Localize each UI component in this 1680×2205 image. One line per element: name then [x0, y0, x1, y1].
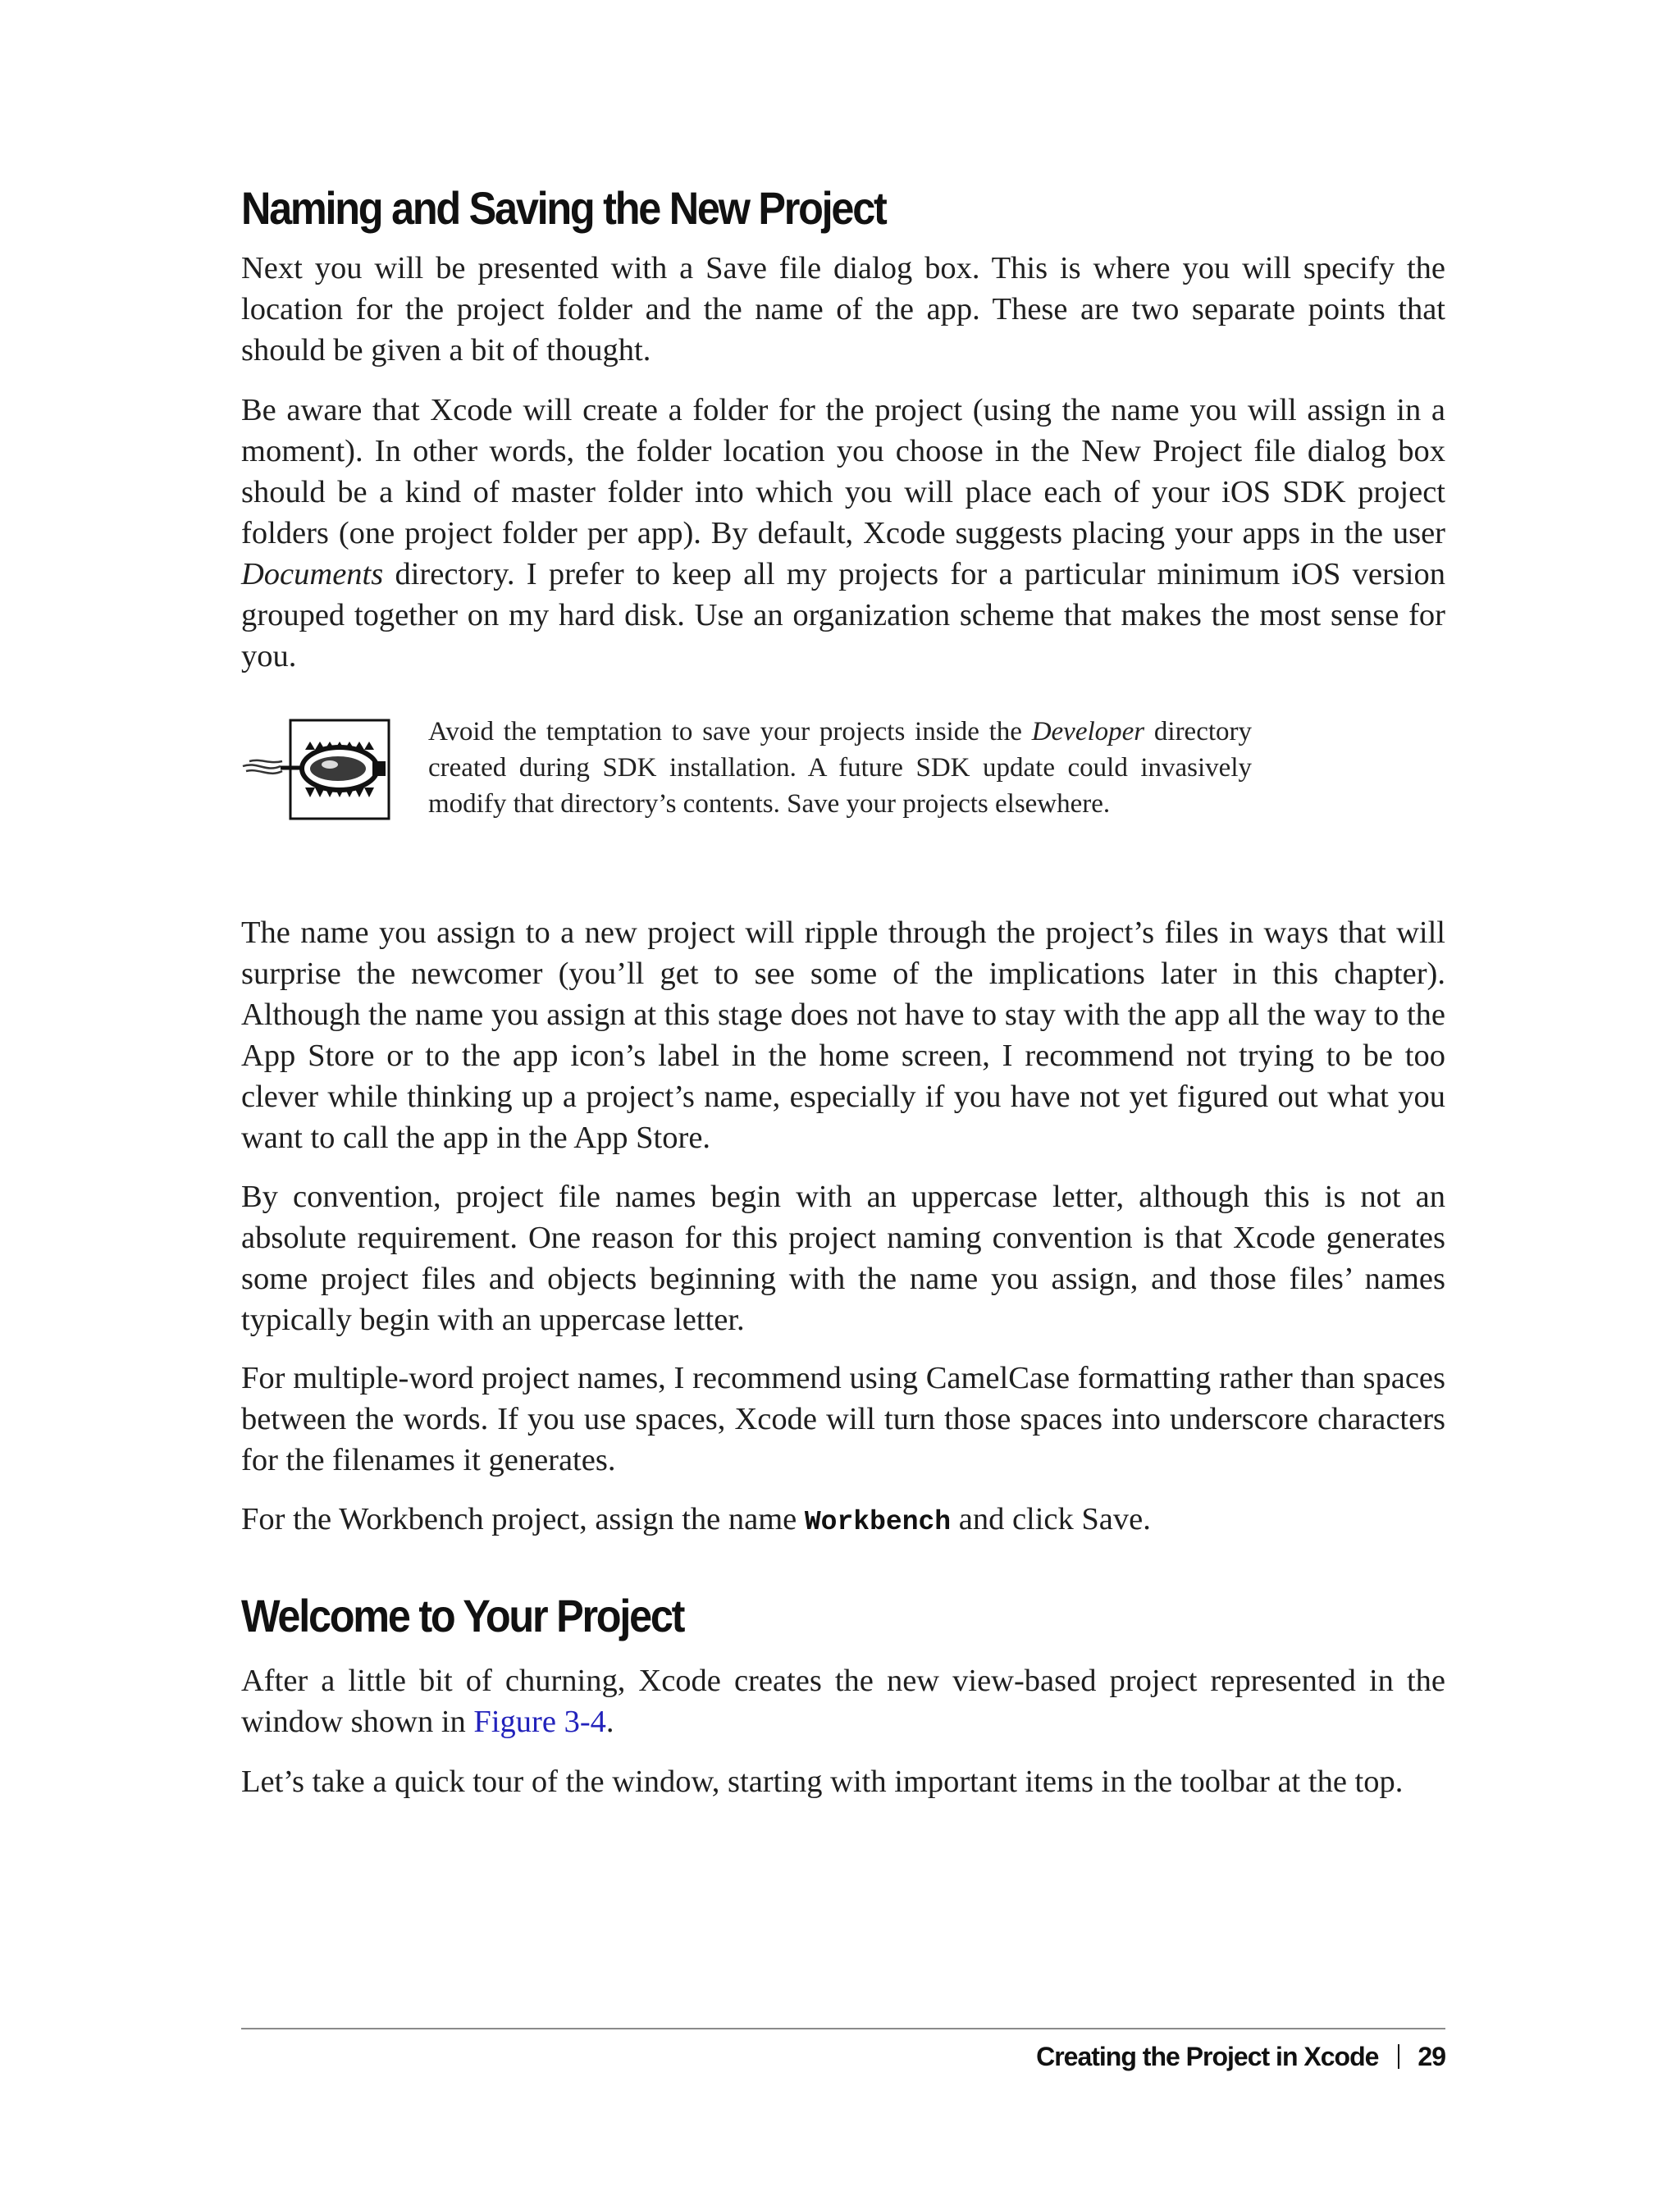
paragraph-text: After a little bit of churning, Xcode creates the new view-based project represented in the window shown in	[241, 1664, 1445, 1739]
page-footer	[1036, 2036, 1445, 2077]
footer-separator	[1398, 2044, 1399, 2069]
footer-divider	[241, 2028, 1445, 2029]
paragraph-folder-location	[241, 390, 1445, 677]
book-page	[241, 0, 1445, 2205]
paragraph-text: directory. I prefer to keep all my projects for a particular minimum iOS version grouped together on my hard disk. Use an organization scheme that makes the most sense for you.	[241, 557, 1445, 673]
paragraph-camelcase: For multiple-word project names, I recommend using CamelCase formatting rather than spaces between the words. If you use spaces, Xcode will turn those spaces into underscore characters for the filenames it generates.	[241, 1361, 1445, 1477]
emphasis-documents: Documents	[241, 557, 384, 591]
page-number: 29	[1418, 2042, 1445, 2071]
paragraph-workbench	[241, 1499, 1445, 1543]
warning-note-text	[428, 714, 1252, 822]
code-workbench: Workbench	[804, 1507, 952, 1537]
figure-link[interactable]: Figure 3-4	[473, 1705, 606, 1739]
emphasis-developer: Developer	[1031, 717, 1145, 746]
paragraph-tour: Let’s take a quick tour of the window, starting with important items in the toolbar at the top.	[241, 1764, 1404, 1799]
paragraph-save-dialog: Next you will be presented with a Save file dialog box. This is where you will specify the location for the project folder and the name of the app. These are two separate points that should be given a bit of thought.	[241, 251, 1445, 368]
section-heading-welcome: Welcome to Your Project	[241, 1590, 684, 1641]
paragraph-text: .	[605, 1705, 614, 1739]
running-footer-title: Creating the Project in Xcode	[1036, 2042, 1379, 2071]
paragraph-text: Be aware that Xcode will create a folder for the project (using the name you will assign in a moment). In other words, the folder location you choose in the New Project file dialog box should be a kind of master folder into which you will place each of your iOS SDK project folders (one project folder per app). By default, Xcode suggests placing your apps in the user	[241, 393, 1445, 550]
warning-trap-icon	[241, 719, 393, 822]
paragraph-text: and click Save.	[951, 1502, 1151, 1536]
note-text: Avoid the temptation to save your projects inside the	[428, 717, 1032, 746]
paragraph-text: For the Workbench project, assign the name	[241, 1502, 805, 1536]
warning-note	[241, 714, 1445, 861]
paragraph-naming-convention: By convention, project file names begin with an uppercase letter, although this is not an absolute requirement. One reason for this project naming convention is that Xcode generates some project files and objects beginning with the name you assign, and those files’ names typically begin with an uppercase letter.	[241, 1180, 1445, 1337]
paragraph-churning	[241, 1660, 1445, 1742]
paragraph-project-name: The name you assign to a new project will ripple through the project’s files in ways that will surprise the newcomer (you’ll get to see some of the implications later in this chapter). Although the name you assign at this stage does not have to stay with the app all the way to the App Store or to the app icon’s label in the home screen, I recommend not trying to be too clever while thinking up a project’s name, especially if you have not yet figured out what you want to call the app in the App Store.	[241, 915, 1445, 1155]
section-heading-naming: Naming and Saving the New Project	[241, 182, 886, 234]
note-text: directory created during SDK installation. A future SDK update could invasively modify that directory’s contents. Save your projects elsewhere.	[428, 717, 1253, 819]
